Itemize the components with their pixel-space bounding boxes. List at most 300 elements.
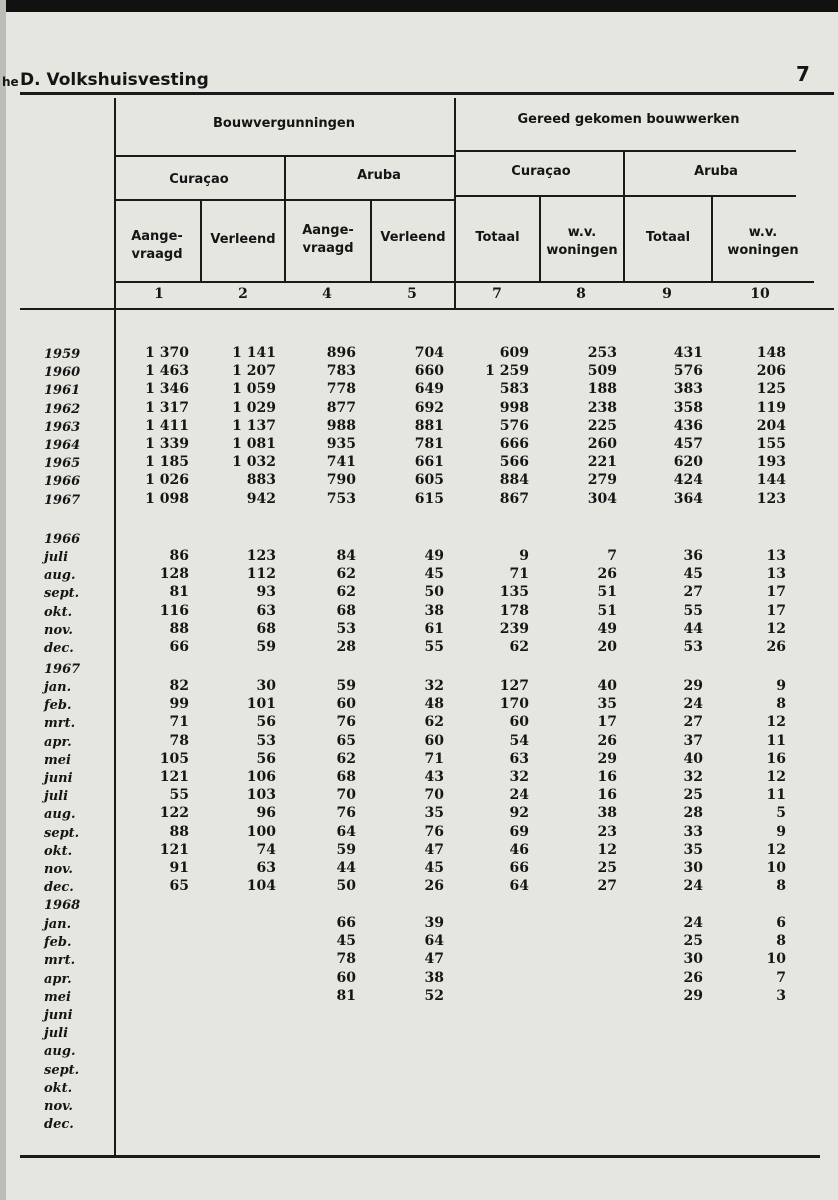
table-cell: 424 — [673, 472, 703, 489]
table-cell: 88 — [169, 620, 189, 637]
table-cell: 942 — [246, 490, 276, 507]
table-cell: 28 — [683, 805, 703, 822]
table-cell: 66 — [169, 639, 189, 655]
row-period-label: feb. — [44, 935, 72, 951]
table-cell: 51 — [597, 584, 617, 601]
table-cell: 1 098 — [145, 490, 189, 507]
table-cell: 38 — [597, 805, 617, 822]
table-cell: 1 081 — [232, 436, 276, 452]
table-cell: 54 — [509, 732, 529, 749]
table-cell: 27 — [683, 714, 703, 731]
year-section-label: 1966 — [44, 532, 81, 547]
table-cell: 25 — [597, 860, 617, 876]
row-period-label: mei — [44, 989, 71, 1005]
header-curacao-completed: Curaçao — [511, 164, 571, 179]
table-cell: 64 — [509, 878, 529, 895]
table-cell: 121 — [159, 841, 189, 858]
table-cell: 666 — [499, 436, 529, 452]
table-cell: 170 — [499, 696, 529, 713]
table-cell: 649 — [414, 381, 444, 398]
header-totaal-aruba: Totaal — [645, 230, 691, 245]
table-cell: 76 — [336, 714, 356, 731]
table-cell: 12 — [766, 714, 786, 731]
table-cell: 55 — [683, 602, 703, 619]
table-cell: 27 — [597, 878, 617, 895]
table-cell: 24 — [683, 696, 703, 713]
row-period-label: sept. — [44, 1062, 80, 1078]
rule-header-bottom — [20, 308, 834, 310]
table-cell: 26 — [766, 639, 786, 655]
table-cell: 30 — [256, 678, 276, 694]
rule-col-numbers — [114, 281, 814, 283]
table-cell: 661 — [414, 454, 444, 471]
row-period-label: jan. — [44, 917, 72, 932]
table-cell: 1 370 — [145, 345, 189, 361]
table-cell: 26 — [683, 969, 703, 986]
column-number: 8 — [576, 286, 586, 302]
table-cell: 93 — [256, 584, 276, 601]
table-cell: 88 — [169, 823, 189, 840]
table-cell: 43 — [424, 769, 444, 785]
divider-cur-aru-right — [623, 150, 625, 282]
table-cell: 46 — [509, 841, 529, 858]
table-cell: 13 — [766, 566, 786, 583]
table-cell: 238 — [587, 399, 617, 416]
table-cell: 1 346 — [145, 381, 189, 398]
table-cell: 116 — [159, 602, 189, 619]
table-cell: 103 — [246, 787, 276, 804]
table-cell: 884 — [499, 472, 529, 489]
table-cell: 12 — [766, 841, 786, 858]
table-cell: 1 207 — [232, 363, 276, 380]
table-cell: 59 — [256, 639, 276, 655]
table-cell: 144 — [756, 472, 786, 489]
table-cell: 178 — [499, 602, 529, 619]
table-cell: 44 — [683, 620, 703, 637]
row-period-label: 1959 — [44, 347, 81, 362]
table-cell: 17 — [766, 602, 786, 619]
group-divider — [454, 98, 456, 310]
table-cell: 5 — [776, 805, 786, 822]
table-cell: 17 — [766, 584, 786, 601]
table-cell: 119 — [756, 399, 786, 416]
table-cell: 48 — [424, 696, 444, 713]
table-cell: 148 — [756, 345, 786, 361]
table-cell: 121 — [159, 769, 189, 785]
table-cell: 30 — [683, 860, 703, 876]
table-cell: 125 — [756, 381, 786, 398]
table-cell: 104 — [246, 878, 276, 895]
row-period-label: juli — [44, 789, 69, 805]
table-cell: 25 — [683, 787, 703, 804]
table-cell: 358 — [673, 399, 703, 416]
table-cell: 12 — [597, 841, 617, 858]
row-period-label: juli — [44, 550, 69, 565]
rule-gereed — [454, 150, 796, 152]
table-cell: 11 — [766, 732, 786, 749]
table-cell: 20 — [597, 639, 617, 655]
table-cell: 63 — [256, 860, 276, 876]
table-cell: 16 — [597, 769, 617, 785]
table-cell: 122 — [159, 805, 189, 822]
table-cell: 29 — [597, 750, 617, 767]
table-cell: 206 — [756, 363, 786, 380]
table-cell: 10 — [766, 860, 786, 876]
table-cell: 1 463 — [145, 363, 189, 380]
header-aangevraagd-aruba: Aange- vraagd — [302, 223, 354, 256]
row-period-label: okt. — [44, 843, 73, 859]
table-cell: 49 — [424, 548, 444, 564]
row-period-label: jan. — [44, 680, 72, 695]
table-cell: 32 — [509, 769, 529, 785]
bottom-rule — [20, 1155, 820, 1158]
table-cell: 877 — [326, 399, 356, 416]
table-cell: 881 — [414, 417, 444, 434]
table-cell: 68 — [336, 602, 356, 619]
row-period-label: juni — [44, 1008, 73, 1023]
table-cell: 60 — [424, 732, 444, 749]
table-cell: 1 259 — [485, 363, 529, 380]
table-cell: 883 — [246, 472, 276, 489]
column-number: 10 — [750, 286, 770, 302]
table-cell: 16 — [766, 750, 786, 767]
table-cell: 106 — [246, 769, 276, 785]
table-cell: 204 — [756, 417, 786, 434]
table-cell: 56 — [256, 714, 276, 731]
table-cell: 431 — [673, 345, 703, 361]
table-cell: 26 — [597, 732, 617, 749]
table-cell: 81 — [169, 584, 189, 601]
row-period-label: aug. — [44, 1044, 76, 1060]
table-cell: 105 — [159, 750, 189, 767]
table-cell: 23 — [597, 823, 617, 840]
header-wv-woningen-curacao: w.v. woningen — [546, 225, 618, 258]
table-cell: 45 — [336, 933, 356, 950]
table-cell: 26 — [424, 878, 444, 895]
table-cell: 790 — [326, 472, 356, 489]
table-cell: 3 — [776, 987, 786, 1004]
table-cell: 1 026 — [145, 472, 189, 489]
table-cell: 25 — [683, 933, 703, 950]
row-period-label: mrt. — [44, 716, 76, 732]
table-cell: 63 — [256, 602, 276, 619]
table-cell: 62 — [509, 639, 529, 655]
table-cell: 45 — [683, 566, 703, 583]
table-cell: 188 — [587, 381, 617, 398]
table-cell: 609 — [499, 345, 529, 361]
row-period-label: nov. — [44, 862, 73, 877]
table-cell: 436 — [673, 417, 703, 434]
header-aruba-completed: Aruba — [694, 164, 738, 179]
table-cell: 29 — [683, 678, 703, 694]
row-period-label: dec. — [44, 880, 74, 896]
table-cell: 28 — [336, 639, 356, 655]
table-cell: 364 — [673, 490, 703, 507]
table-cell: 45 — [424, 860, 444, 876]
row-period-label: 1964 — [44, 438, 81, 453]
row-period-label: dec. — [44, 1117, 74, 1133]
table-cell: 100 — [246, 823, 276, 840]
row-period-label: feb. — [44, 698, 72, 714]
table-cell: 7 — [607, 548, 617, 564]
table-cell: 1 137 — [232, 417, 276, 434]
table-cell: 692 — [414, 399, 444, 416]
row-period-label: 1965 — [44, 456, 81, 472]
table-cell: 64 — [336, 823, 356, 840]
table-cell: 123 — [246, 548, 276, 564]
row-period-label: juli — [44, 1026, 69, 1042]
header-curacao-permits: Curaçao — [169, 172, 229, 187]
table-cell: 24 — [683, 915, 703, 931]
column-number: 5 — [407, 286, 417, 302]
table-cell: 51 — [597, 602, 617, 619]
header-verleend-curacao: Verleend — [210, 232, 276, 247]
table-cell: 40 — [683, 750, 703, 767]
table-cell: 1 411 — [145, 417, 189, 434]
row-period-label: juni — [44, 771, 73, 786]
table-cell: 221 — [587, 454, 617, 471]
table-cell: 127 — [499, 678, 529, 694]
table-cell: 71 — [169, 714, 189, 731]
table-cell: 576 — [499, 417, 529, 434]
row-period-label: 1967 — [44, 492, 81, 508]
row-period-label: mei — [44, 752, 71, 768]
table-cell: 935 — [326, 436, 356, 452]
table-cell: 12 — [766, 769, 786, 785]
divider-cur-aru-left — [284, 155, 286, 282]
row-period-label: apr. — [44, 734, 72, 750]
table-cell: 76 — [424, 823, 444, 840]
table-cell: 1 339 — [145, 436, 189, 452]
table-cell: 59 — [336, 841, 356, 858]
table-cell: 66 — [336, 915, 356, 931]
table-cell: 239 — [499, 620, 529, 637]
column-number: 1 — [154, 286, 164, 302]
table-cell: 47 — [424, 841, 444, 858]
table-cell: 66 — [509, 860, 529, 876]
row-period-label: aug. — [44, 568, 76, 584]
table-cell: 1 059 — [232, 381, 276, 398]
row-period-label: mrt. — [44, 953, 76, 969]
table-cell: 1 141 — [232, 345, 276, 361]
year-section-label: 1967 — [44, 662, 81, 677]
table-cell: 16 — [597, 787, 617, 804]
table-cell: 27 — [683, 584, 703, 601]
table-cell: 566 — [499, 454, 529, 471]
header-gereed-gekomen: Gereed gekomen bouwwerken — [517, 112, 740, 127]
table-cell: 92 — [509, 805, 529, 822]
table-cell: 24 — [683, 878, 703, 895]
table-cell: 1 317 — [145, 399, 189, 416]
row-period-label: 1963 — [44, 419, 81, 435]
table-cell: 50 — [336, 878, 356, 895]
table-cell: 279 — [587, 472, 617, 489]
table-cell: 576 — [673, 363, 703, 380]
column-number: 9 — [662, 286, 672, 302]
table-cell: 741 — [326, 454, 356, 471]
row-period-label: nov. — [44, 1099, 73, 1114]
table-cell: 896 — [326, 345, 356, 361]
table-cell: 583 — [499, 381, 529, 398]
table-cell: 988 — [326, 417, 356, 434]
table-cell: 38 — [424, 602, 444, 619]
row-period-label: dec. — [44, 641, 74, 656]
table-cell: 74 — [256, 841, 276, 858]
table-cell: 457 — [673, 436, 703, 452]
table-cell: 62 — [424, 714, 444, 731]
table-cell: 84 — [336, 548, 356, 564]
row-period-label: okt. — [44, 604, 73, 620]
table-cell: 65 — [336, 732, 356, 749]
table-cell: 605 — [414, 472, 444, 489]
table-cell: 96 — [256, 805, 276, 822]
table-cell: 78 — [169, 732, 189, 749]
column-number: 7 — [492, 286, 502, 302]
table-cell: 55 — [424, 639, 444, 655]
table-cell: 783 — [326, 363, 356, 380]
table-cell: 82 — [169, 678, 189, 694]
table-cell: 155 — [756, 436, 786, 452]
table-cell: 9 — [776, 823, 786, 840]
header-totaal-curacao: Totaal — [475, 230, 520, 245]
table-cell: 33 — [683, 823, 703, 840]
table-cell: 35 — [597, 696, 617, 713]
table-cell: 128 — [159, 566, 189, 583]
table-cell: 12 — [766, 620, 786, 637]
table-cell: 17 — [597, 714, 617, 731]
table-cell: 8 — [776, 878, 786, 895]
table-cell: 65 — [169, 878, 189, 895]
table-cell: 99 — [169, 696, 189, 713]
table-cell: 8 — [776, 933, 786, 950]
table-cell: 1 029 — [232, 399, 276, 416]
table-cell: 86 — [169, 548, 189, 564]
table-cell: 39 — [424, 915, 444, 931]
row-period-label: 1960 — [44, 365, 81, 381]
table-cell: 35 — [683, 841, 703, 858]
row-period-label: sept. — [44, 825, 80, 841]
table-cell: 52 — [424, 987, 444, 1004]
table-cell: 383 — [673, 381, 703, 398]
table-cell: 49 — [597, 620, 617, 637]
table-cell: 135 — [499, 584, 529, 601]
table-cell: 60 — [336, 969, 356, 986]
table-cell: 62 — [336, 750, 356, 767]
table-cell: 32 — [683, 769, 703, 785]
table-cell: 1 185 — [145, 454, 189, 471]
table-cell: 45 — [424, 566, 444, 583]
row-period-label: okt. — [44, 1080, 73, 1096]
table-cell: 10 — [766, 951, 786, 968]
row-period-label: 1961 — [44, 383, 81, 399]
table-cell: 59 — [336, 678, 356, 694]
header-bouwvergunningen: Bouwvergunningen — [213, 116, 355, 131]
table-cell: 47 — [424, 951, 444, 968]
table-cell: 30 — [683, 951, 703, 968]
row-period-label: apr. — [44, 971, 72, 987]
table-cell: 8 — [776, 696, 786, 713]
table-cell: 32 — [424, 678, 444, 694]
table-cell: 253 — [587, 345, 617, 361]
table-cell: 81 — [336, 987, 356, 1004]
table-cell: 70 — [424, 787, 444, 804]
table-cell: 40 — [597, 678, 617, 694]
table-cell: 225 — [587, 417, 617, 434]
table-cell: 50 — [424, 584, 444, 601]
table-cell: 11 — [766, 787, 786, 804]
table-cell: 26 — [597, 566, 617, 583]
top-rule — [20, 92, 834, 95]
table-cell: 55 — [169, 787, 189, 804]
table-cell: 260 — [587, 436, 617, 452]
column-number: 4 — [322, 286, 332, 302]
table-cell: 71 — [424, 750, 444, 767]
table-cell: 60 — [509, 714, 529, 731]
table-cell: 24 — [509, 787, 529, 804]
row-period-label: 1966 — [44, 474, 81, 490]
year-section-label: 1968 — [44, 898, 81, 913]
table-cell: 781 — [414, 436, 444, 452]
table-cell: 62 — [336, 584, 356, 601]
table-cell: 660 — [414, 363, 444, 380]
table-cell: 68 — [256, 620, 276, 637]
table-cell: 193 — [756, 454, 786, 471]
table-cell: 78 — [336, 951, 356, 968]
row-period-label: aug. — [44, 807, 76, 823]
row-period-label: 1962 — [44, 401, 81, 417]
section-title: D. Volkshuisvesting — [20, 70, 209, 90]
row-period-label: sept. — [44, 586, 80, 602]
row-period-label: nov. — [44, 622, 73, 638]
table-cell: 615 — [414, 490, 444, 507]
table-cell: 76 — [336, 805, 356, 822]
table-cell: 35 — [424, 805, 444, 822]
table-cell: 13 — [766, 548, 786, 564]
table-cell: 704 — [414, 345, 444, 361]
table-cell: 63 — [509, 750, 529, 767]
header-aruba-permits: Aruba — [357, 168, 401, 183]
table-cell: 44 — [336, 860, 356, 876]
rule-gereed-sub — [454, 195, 796, 197]
table-cell: 61 — [424, 620, 444, 637]
table-cell: 36 — [683, 548, 703, 564]
table-cell: 68 — [336, 769, 356, 785]
header-wv-woningen-aruba: w.v. woningen — [727, 225, 799, 258]
table-cell: 62 — [336, 566, 356, 583]
table-cell: 9 — [776, 678, 786, 694]
margin-fragment: he — [2, 75, 19, 89]
table-cell: 53 — [336, 620, 356, 637]
table-cell: 1 032 — [232, 454, 276, 471]
table-cell: 123 — [756, 490, 786, 507]
table-cell: 60 — [336, 696, 356, 713]
table-cell: 64 — [424, 933, 444, 950]
table-cell: 101 — [246, 696, 276, 713]
table-cell: 9 — [519, 548, 529, 564]
column-number: 2 — [238, 286, 248, 302]
table-cell: 304 — [587, 490, 617, 507]
table-cell: 56 — [256, 750, 276, 767]
page-number: 7 — [796, 62, 810, 86]
table-cell: 91 — [169, 860, 189, 876]
table-cell: 7 — [776, 969, 786, 986]
table-cell: 37 — [683, 732, 703, 749]
table-cell: 53 — [256, 732, 276, 749]
table-cell: 38 — [424, 969, 444, 986]
table-cell: 70 — [336, 787, 356, 804]
table-cell: 753 — [326, 490, 356, 507]
table-cell: 112 — [246, 566, 276, 583]
